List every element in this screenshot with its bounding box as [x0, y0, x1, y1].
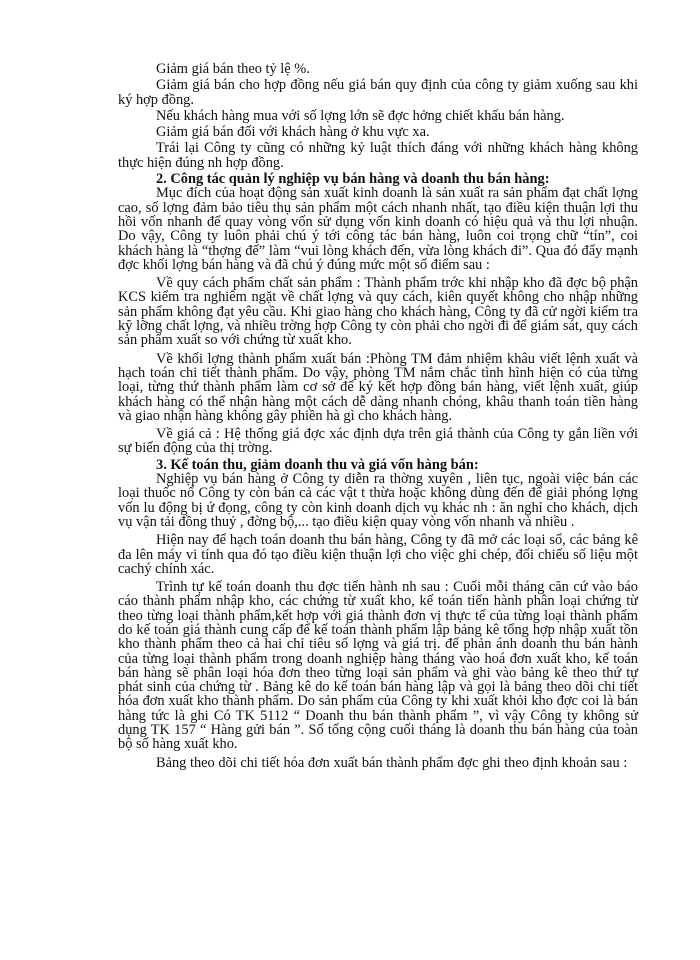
paragraph: Về quy cách phẩm chất sản phẩm : Thành phẩm trớc khi nhập kho đã đợc bộ phận KCS kiểm tra nghiêm ngặt về chất lợng và quy cách, kiên quyết không cho nhập những sản phẩm không đạt yêu cầu. Khi giao hàng cho khách hàng, Công ty đã cử ngời kiểm tra kỹ lỡng chất lợng, và nhiều trờng hợp Công ty còn phải cho ngời đi để giám sát, quy cách sản phẩm xuất so với chứng từ xuất kho. [118, 275, 638, 349]
paragraph: Trình tự kế toán doanh thu đợc tiến hành nh sau : Cuối mỗi tháng căn cứ vào báo cáo thành phẩm nhập kho, các chứng từ xuất kho, kế toán tiến hành phân loại chứng từ theo từng loại thành phẩm,kết hợp với giá thành đơn vị thực tế của từng loại thành phẩm do kế toán giá thành cung cấp để kế toán thành phẩm lập bảng kê tổng hợp nhập xuất tồn kho thành phẩm theo cả hai chỉ tiêu số lợng và giá trị. để phản ánh doanh thu bán hành của từng loại thành phẩm trong doanh nghiệp hàng tháng vào hoá đơn xuất kho, kế toán bán hàng sẽ phân loại hóa đơn theo từng loại sản phẩm và ghi vào bảng kê theo thứ tự phát sinh của chứng từ . Bảng kê do kế toán bán hàng lập và gọi là bảng theo dõi chi tiết hóa đơn xuất kho thành phẩm. Do sản phẩm của Công ty khi xuất khỏi kho đợc coi là bán hàng tức là ghi Có TK 5112 “ Doanh thu bán thành phẩm ”, vì vậy Công ty không sử dụng TK 157 “ Hàng gửi bán ”. Số tổng cộng cuối tháng là doanh thu bán hàng của toàn bộ số hàng xuất kho. [118, 579, 638, 753]
section-heading: 3. Kế toán thu, giảm doanh thu và giá vốn hàng bán: [156, 456, 479, 473]
document-page [118, 62, 638, 774]
paragraph: Hiện nay để hạch toán doanh thu bán hàng, Công ty đã mở các loại sổ, các bảng kê đa lên máy vi tính qua đó tạo điều kiện thuận lợi cho việc ghi chép, đối chiếu số liệu một cachý chính xác. [118, 532, 638, 577]
paragraph: Bảng theo dõi chi tiết hóa đơn xuất bán thành phẩm đợc ghi theo định khoản sau : [156, 754, 628, 771]
paragraph: Nếu khách hàng mua với số lợng lớn sẽ đợc hởng chiết khấu bán hàng. [156, 107, 565, 124]
paragraph: Nghiệp vụ bán hàng ở Công ty diễn ra thờng xuyên , liên tục, ngoài việc bán các loại thuốc nổ Công ty còn bán cả các vật t thừa hoặc không dùng đến để giải phóng lợng vốn lu động bị ứ đọng, công ty còn kinh doanh dịch vụ khác nh : ăn nghỉ cho khách, dịch vụ vận tải đồng thuỷ , đờng bộ,... tạo điều kiện quay vòng vốn nhanh và nhiều . [118, 471, 638, 530]
paragraph: Mục đích của hoạt động sản xuất kinh doanh là sản xuất ra sản phẩm đạt chất lợng cao, số lợng đảm bảo tiêu thụ sản phẩm một cách nhanh nhất, tạo điều kiện thuận lợi thu hồi vốn nhanh để quay vòng vốn sử dụng vốn kinh doanh có hiệu quả và thu lợi nhuận. Do vậy, Công ty luôn phải chú ý tới công tác bán hàng, luôn coi trọng chữ “tín”, coi khách hàng là “thợng đế” làm “vui lòng khách đến, vừa lòng khách đi”. Qua đó đẩy mạnh đợc khối lợng bán hàng và đã chú ý đúng mức một số điểm sau : [118, 185, 638, 273]
paragraph: Về khối lợng thành phẩm xuất bán :Phòng TM đảm nhiệm khâu viết lệnh xuất và hạch toán chi tiết thành phẩm. Do vậy, phòng TM nắm chắc tình hình hiện có của từng loại, từng thứ thành phẩm làm cơ sở để ký kết hợp đồng bán hàng, viết lệnh xuất, giúp khách hàng có thể nhận hàng một cách dễ dàng nhanh chóng, khâu thanh toán tiền hàng và giao nhận hàng không gây phiền hà gì cho khách hàng. [118, 350, 638, 424]
paragraph: Trái lại Công ty cũng có những kỷ luật thích đáng với những khách hàng không thực hiện đúng nh hợp đồng. [118, 140, 638, 171]
section-heading: 2. Công tác quản lý nghiệp vụ bán hàng và doanh thu bán hàng: [156, 171, 550, 188]
paragraph: Giảm giá bán đối với khách hàng ở khu vực xa. [156, 124, 430, 141]
paragraph: Giảm giá bán cho hợp đồng nếu giá bán quy định của công ty giảm xuống sau khi ký hợp đồng. [118, 77, 638, 108]
paragraph: Về giá cả : Hệ thống giá đợc xác định dựa trên giá thành của Công ty gắn liền với sự biến động của thị trờng. [118, 426, 638, 457]
paragraph: Giảm giá bán theo tỷ lệ %. [156, 61, 310, 77]
